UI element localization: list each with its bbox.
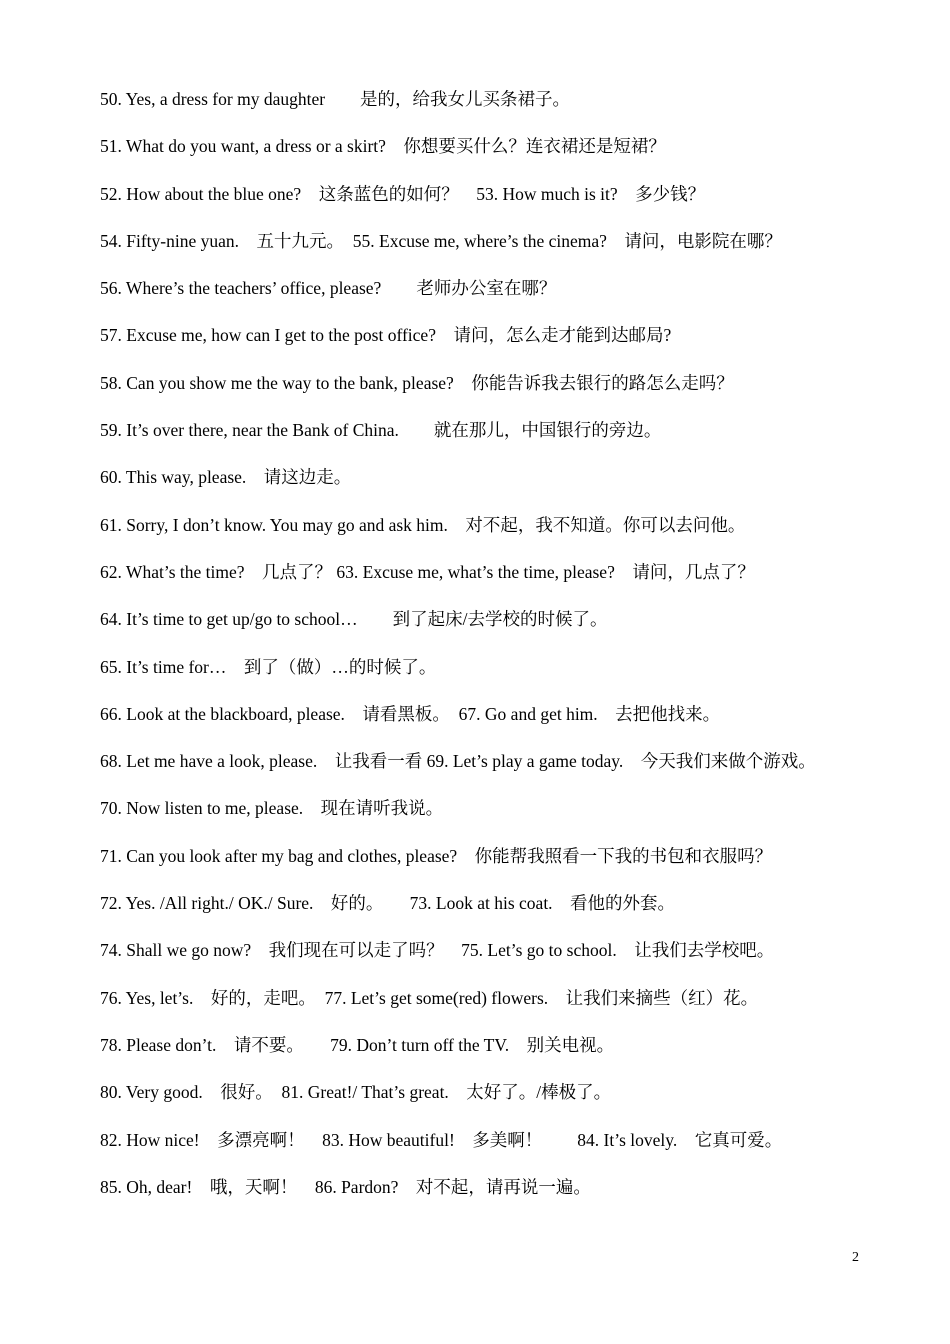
phrase-line: 60. This way, please. 请这边走。	[100, 467, 352, 488]
phrase-line: 51. What do you want, a dress or a skirt? 你想要买什么？连衣裙还是短裙？	[100, 136, 666, 157]
phrase-line: 80. Very good. 很好。 81. Great!/ That’s great. 太好了。/棒极了。	[100, 1082, 612, 1103]
phrase-line: 82. How nice! 多漂亮啊！ 83. How beautiful! 多美啊！ 84. It’s lovely. 它真可爱。	[100, 1129, 783, 1150]
phrase-line: 85. Oh, dear! 哦，天啊！ 86. Pardon? 对不起，请再说一遍。	[100, 1176, 591, 1197]
phrase-line: 65. It’s time for… 到了（做）…的时候了。	[100, 656, 437, 677]
phrase-line: 50. Yes, a dress for my daughter 是的，给我女儿买条裙子。	[100, 89, 571, 109]
phrase-line: 54. Fifty-nine yuan. 五十九元。 55. Excuse me, where’s the cinema? 请问，电影院在哪？	[100, 230, 782, 251]
phrase-line: 64. It’s time to get up/go to school… 到了起床/去学校的时候了。	[100, 609, 608, 630]
phrase-line: 70. Now listen to me, please. 现在请听我说。	[100, 798, 444, 819]
phrase-line: 58. Can you show me the way to the bank, please? 你能告诉我去银行的路怎么走吗？	[100, 372, 734, 393]
phrase-line: 71. Can you look after my bag and clothes, please? 你能帮我照看一下我的书包和衣服吗？	[100, 845, 773, 866]
phrase-line: 59. It’s over there, near the Bank of China. 就在那儿，中国银行的旁边。	[100, 420, 662, 441]
phrase-line: 56. Where’s the teachers’ office, please? 老师办公室在哪？	[100, 278, 557, 299]
phrase-line: 68. Let me have a look, please. 让我看一看 69. Let’s play a game today. 今天我们来做个游戏。	[100, 751, 816, 772]
phrase-line: 61. Sorry, I don’t know. You may go and ask him. 对不起，我不知道。你可以去问他。	[100, 514, 746, 535]
phrase-line: 72. Yes. /All right./ OK./ Sure. 好的。 73. Look at his coat. 看他的外套。	[100, 893, 676, 914]
phrase-line: 62. What’s the time? 几点了？ 63. Excuse me, what’s the time, please? 请问，几点了？	[100, 561, 755, 582]
phrase-line: 52. How about the blue one? 这条蓝色的如何？ 53. How much is it? 多少钱？	[100, 183, 706, 204]
phrase-line: 74. Shall we go now? 我们现在可以走了吗？ 75. Let’s go to school. 让我们去学校吧。	[100, 940, 775, 961]
phrase-line: 57. Excuse me, how can I get to the post office? 请问，怎么走才能到达邮局?	[100, 325, 672, 346]
phrase-line: 78. Please don’t. 请不要。 79. Don’t turn off the TV. 别关电视。	[100, 1034, 615, 1055]
phrase-line: 76. Yes, let’s. 好的，走吧。 77. Let’s get some(red) flowers. 让我们来摘些（红）花。	[100, 987, 759, 1008]
phrase-list	[100, 86, 900, 1221]
page-number: 2	[852, 1250, 859, 1265]
phrase-line: 66. Look at the blackboard, please. 请看黑板。 67. Go and get him. 去把他找来。	[100, 703, 721, 724]
